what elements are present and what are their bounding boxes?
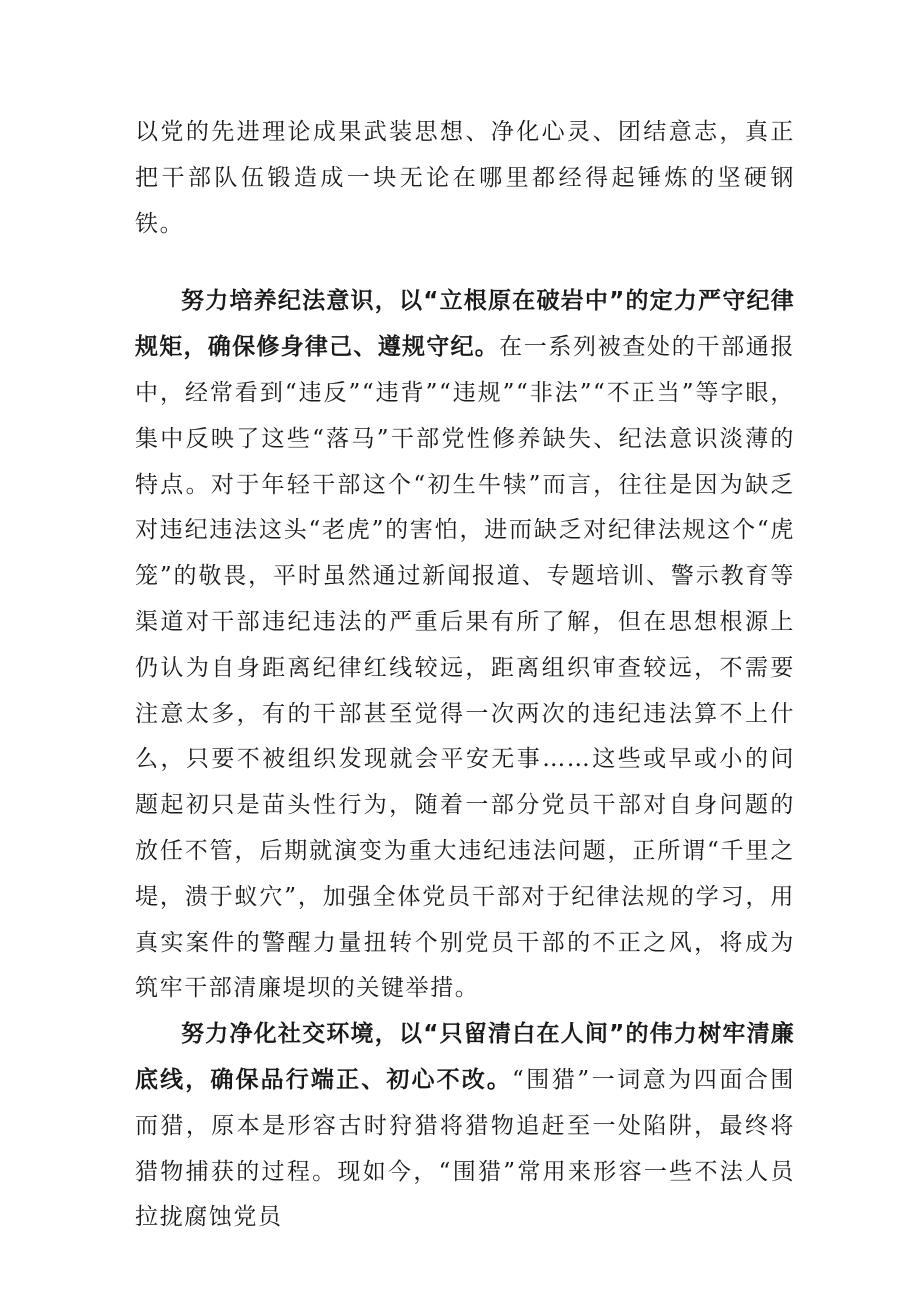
paragraph-lead-sentence: 努力培养纪法意识，以“立根原在破岩中”的定力严守纪律规矩，确保修身律己、遵规守纪。 (135, 288, 795, 361)
article-body (135, 110, 795, 1241)
paragraph-lead-sentence: 努力净化社交环境，以“只留清白在人间”的伟力树牢清廉底线，确保品行端正、初心不改。 (135, 1021, 795, 1093)
paragraph-gap (135, 247, 795, 279)
paragraph-continuation (135, 110, 795, 247)
paragraph-body: 在一系列被查处的干部通报中，经常看到“违反”“违背”“违规”“非法”“不正当”等字眼，集中反映了这些“落马”干部党性修养缺失、纪法意识淡薄的特点。对于年轻干部这个“初生牛犊”而言，往往是因为缺乏对违纪违法这头“老虎”的害怕，进而缺乏对纪律法规这个“虎笼”的敬畏，平时虽然通过新闻报道、专题培训、警示教育等渠道对干部违纪违法的严重后果有所了解，但在思想根源上仍认为自身距离纪律红线较远，距离组织审查较远，不需要注意太多，有的干部甚至觉得一次两次的违纪违法算不上什么，只要不被组织发现就会平安无事……这些或早或小的问题起初只是苗头性行为，随着一部分党员干部对自身问题的放任不管，后期就演变为重大违纪违法问题，正所谓“千里之堤，溃于蚁穴”，加强全体党员干部对于纪律法规的学习，用真实案件的警醒力量扭转个别党员干部的不正之风，将成为筑牢干部清廉堤坝的关键举措。 (135, 334, 796, 1002)
paragraph-body: “围猎”一词意为四面合围而猎，原本是形容古时狩猎将猎物追赶至一处陷阱，最终将猎物捕获的过程。现如今，“围猎”常用来形容一些不法人员拉拢腐蚀党员 (135, 1066, 796, 1231)
paragraph-body: 以党的先进理论成果武装思想、净化心灵、团结意志，真正把干部队伍锻造成一块无论在哪里都经得起锤炼的坚硬钢铁。 (135, 119, 795, 237)
paragraph-social (135, 1012, 795, 1241)
paragraph-discipline (135, 279, 795, 1012)
